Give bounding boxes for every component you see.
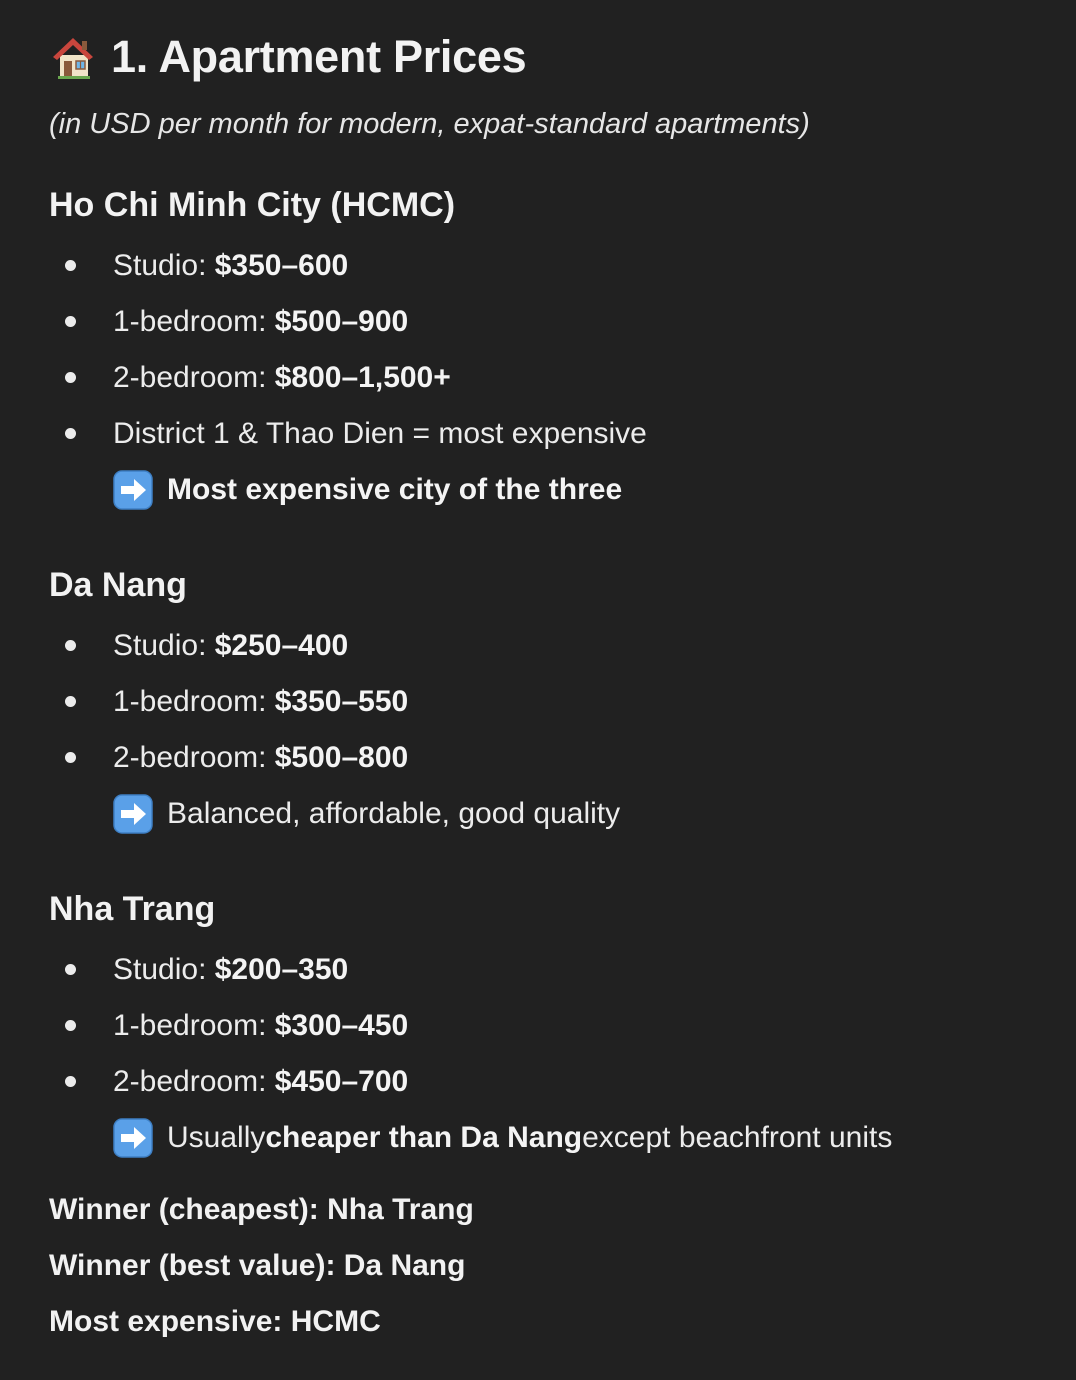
summary-cheapest: Winner (cheapest): Nha Trang xyxy=(49,1193,474,1226)
item-price: $500–800 xyxy=(274,741,409,774)
house-icon xyxy=(49,33,97,81)
item-price: $300–450 xyxy=(274,1009,409,1042)
bullet-icon xyxy=(65,316,76,327)
note-text: Balanced, affordable, good quality xyxy=(167,797,621,830)
summary-best-value: Winner (best value): Da Nang xyxy=(49,1249,466,1282)
city-note-danang xyxy=(49,786,1056,842)
bullet-icon xyxy=(65,752,76,763)
list-item xyxy=(49,294,1056,350)
bullet-icon xyxy=(65,1020,76,1031)
list-item xyxy=(49,406,1056,462)
item-price: $250–400 xyxy=(214,629,349,662)
item-label: Studio: xyxy=(113,249,215,282)
note-text: except beachfront units xyxy=(582,1121,893,1154)
item-label: 1-bedroom: xyxy=(113,685,275,718)
item-label: Studio: xyxy=(113,953,215,986)
right-arrow-icon xyxy=(113,470,153,510)
price-list-nhatrang xyxy=(49,942,1056,1110)
list-item xyxy=(49,238,1056,294)
right-arrow-icon xyxy=(113,794,153,834)
section-header xyxy=(49,28,1056,86)
item-label: 1-bedroom: xyxy=(113,305,275,338)
page-subtitle: (in USD per month for modern, expat-standard apartments) xyxy=(49,108,810,140)
item-price: $350–600 xyxy=(214,249,349,282)
item-price: $500–900 xyxy=(274,305,409,338)
note-bold-text: cheaper than Da Nang xyxy=(265,1121,583,1154)
bullet-icon xyxy=(65,640,76,651)
list-item xyxy=(49,942,1056,998)
document xyxy=(49,28,1056,1350)
item-label: Studio: xyxy=(113,629,215,662)
city-note-hcmc xyxy=(49,462,1056,518)
page-title: 1. Apartment Prices xyxy=(111,31,527,82)
list-item xyxy=(49,730,1056,786)
bullet-icon xyxy=(65,964,76,975)
item-price: $200–350 xyxy=(214,953,349,986)
item-price: $350–550 xyxy=(274,685,409,718)
bullet-icon xyxy=(65,428,76,439)
list-item xyxy=(49,1054,1056,1110)
bullet-icon xyxy=(65,372,76,383)
note-bold-text: Most expensive city of the three xyxy=(167,473,623,506)
list-item xyxy=(49,674,1056,730)
item-label: 2-bedroom: xyxy=(113,361,275,394)
city-heading-nhatrang: Nha Trang xyxy=(49,890,216,928)
list-item xyxy=(49,998,1056,1054)
bullet-icon xyxy=(65,1076,76,1087)
city-heading-danang: Da Nang xyxy=(49,566,187,604)
item-price: $800–1,500+ xyxy=(274,361,451,394)
list-item xyxy=(49,350,1056,406)
summary-most-expensive: Most expensive: HCMC xyxy=(49,1305,381,1338)
bullet-icon xyxy=(65,260,76,271)
city-heading-hcmc: Ho Chi Minh City (HCMC) xyxy=(49,186,456,224)
item-label: 2-bedroom: xyxy=(113,741,275,774)
city-note-nhatrang xyxy=(49,1110,1056,1166)
item-label: 1-bedroom: xyxy=(113,1009,275,1042)
item-label: 2-bedroom: xyxy=(113,1065,275,1098)
item-label: District 1 & Thao Dien = most expensive xyxy=(113,417,647,450)
price-list-danang xyxy=(49,618,1056,786)
bullet-icon xyxy=(65,696,76,707)
right-arrow-icon xyxy=(113,1118,153,1158)
price-list-hcmc xyxy=(49,238,1056,462)
item-price: $450–700 xyxy=(274,1065,409,1098)
list-item xyxy=(49,618,1056,674)
note-text: Usually xyxy=(167,1121,266,1154)
